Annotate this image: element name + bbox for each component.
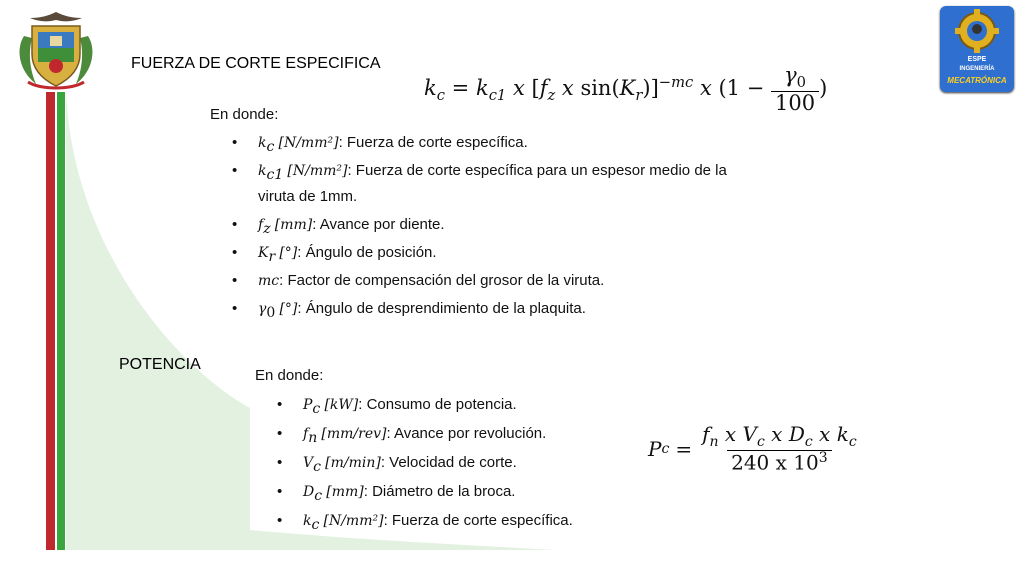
list-item: • $k_{c1}$ [N/mm²]: Fuerza de corte específica para un espesor medio de la <box>232 162 727 183</box>
red-stripe <box>46 92 55 550</box>
logo-espe-text: ESPE <box>967 56 987 63</box>
section1-title: FUERZA DE CORTE ESPECIFICA <box>131 55 381 72</box>
list-item: • mc: Factor de compensación del grosor de la viruta. <box>232 272 605 289</box>
section2-intro: En donde: <box>255 367 324 384</box>
list-item: • $V_c$ [m/min]: Velocidad de corte. <box>277 454 517 475</box>
list-item: • $K_r$ [°]: Ángulo de posición. <box>232 244 437 265</box>
list-item: • $f_z$ [mm]: Avance por diente. <box>232 216 445 237</box>
green-stripe <box>57 92 65 550</box>
formula-power: P c = $\frac{f_n x V_c x D_c x k_c}{240 x 10^3}$ <box>648 422 857 475</box>
logo-ingenieria-text: INGENIERÍA <box>959 66 995 72</box>
list-item: • $\gamma_0$ [°]: Ángulo de desprendimiento de la plaquita. <box>232 300 586 321</box>
espe-mecatronica-logo <box>940 6 1014 92</box>
list-item: • $f_n$ [mm/rev]: Avance por revolución. <box>277 425 547 446</box>
section1-variable-list <box>232 134 727 328</box>
list-item: • $D_c$ [mm]: Diámetro de la broca. <box>277 483 516 504</box>
formula-specific-cutting-force: $k_c = k_{c1}$ x [$f_z$ x $\sin(K_r)]^{-mc}$ x (1 − $\frac{\gamma_0}{100}$ ) <box>424 63 828 115</box>
list-item: • $k_c$ [N/mm²]: Fuerza de corte específica. <box>232 134 528 155</box>
gear-icon <box>954 8 1000 54</box>
logo-mecatronica-text: MECATRÓNICA <box>947 76 1007 85</box>
section2-variable-list <box>277 396 573 541</box>
list-item: • $k_c$ [N/mm²]: Fuerza de corte específica. <box>277 512 573 533</box>
section1-intro: En donde: <box>210 106 279 123</box>
section2-title: POTENCIA <box>119 356 201 373</box>
list-item: • $P_c$ [kW]: Consumo de potencia. <box>277 396 517 417</box>
list-item-continuation: viruta de 1mm. <box>258 188 358 205</box>
coat-of-arms-icon <box>10 8 102 92</box>
